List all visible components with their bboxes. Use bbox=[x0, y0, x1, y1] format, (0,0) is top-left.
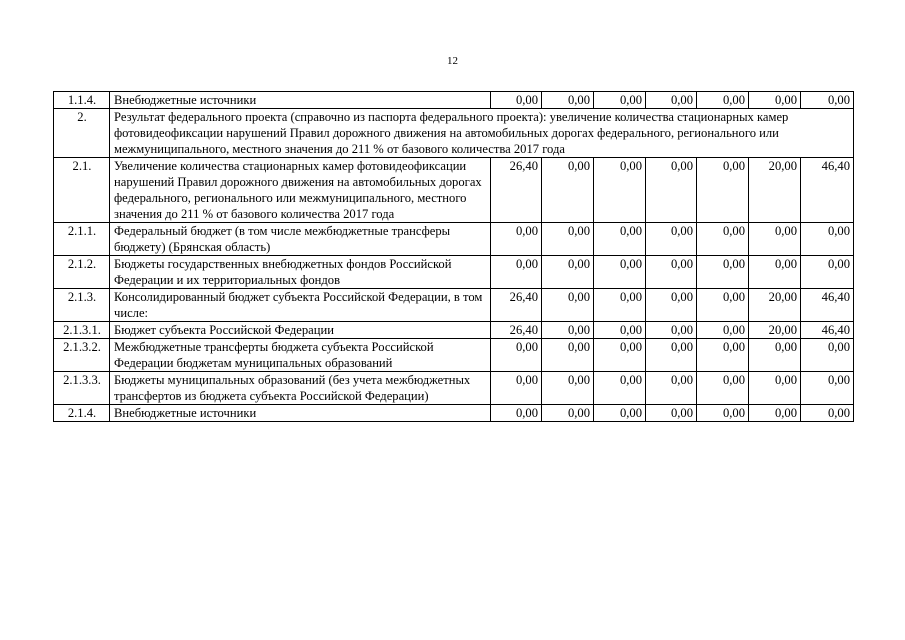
value-cell: 0,00 bbox=[749, 339, 801, 372]
value-cell: 0,00 bbox=[646, 223, 697, 256]
value-cell: 0,00 bbox=[646, 322, 697, 339]
row-code: 2.1. bbox=[54, 158, 110, 223]
value-cell: 0,00 bbox=[491, 92, 542, 109]
value-cell: 0,00 bbox=[491, 223, 542, 256]
value-cell: 0,00 bbox=[594, 158, 646, 223]
value-cell: 0,00 bbox=[542, 339, 594, 372]
value-cell: 0,00 bbox=[542, 256, 594, 289]
value-cell: 0,00 bbox=[646, 289, 697, 322]
value-cell: 0,00 bbox=[749, 405, 801, 422]
page-number: 12 bbox=[447, 55, 458, 67]
value-cell: 0,00 bbox=[646, 405, 697, 422]
row-name: Бюджеты муниципальных образований (без учета межбюджетных трансфертов из бюджета субъекта Российской Федерации) bbox=[110, 372, 491, 405]
row-code: 2.1.3.3. bbox=[54, 372, 110, 405]
value-cell: 0,00 bbox=[542, 92, 594, 109]
row-name: Межбюджетные трансферты бюджета субъекта Российской Федерации бюджетам муниципальных образований bbox=[110, 339, 491, 372]
value-cell: 20,00 bbox=[749, 289, 801, 322]
value-cell: 0,00 bbox=[542, 289, 594, 322]
row-name: Внебюджетные источники bbox=[110, 92, 491, 109]
value-cell: 0,00 bbox=[697, 256, 749, 289]
table-row bbox=[54, 109, 854, 158]
value-cell: 0,00 bbox=[491, 256, 542, 289]
value-cell: 0,00 bbox=[801, 339, 854, 372]
table-row bbox=[54, 405, 854, 422]
value-cell: 0,00 bbox=[594, 223, 646, 256]
value-cell: 0,00 bbox=[697, 372, 749, 405]
row-code: 2. bbox=[54, 109, 110, 158]
value-cell: 0,00 bbox=[542, 322, 594, 339]
value-cell: 0,00 bbox=[801, 92, 854, 109]
row-code: 1.1.4. bbox=[54, 92, 110, 109]
value-cell: 0,00 bbox=[646, 339, 697, 372]
value-cell: 0,00 bbox=[491, 405, 542, 422]
table-row bbox=[54, 92, 854, 109]
row-code: 2.1.4. bbox=[54, 405, 110, 422]
value-cell: 20,00 bbox=[749, 322, 801, 339]
value-cell: 0,00 bbox=[542, 372, 594, 405]
budget-table-body bbox=[54, 92, 854, 422]
value-cell: 0,00 bbox=[594, 256, 646, 289]
value-cell: 0,00 bbox=[542, 405, 594, 422]
row-code: 2.1.3.2. bbox=[54, 339, 110, 372]
table-row bbox=[54, 322, 854, 339]
row-name: Увеличение количества стационарных камер фотовидеофиксации нарушений Правил дорожного движения на автомобильных дорогах федерального, регионального или межмуниципального, местного значения до 211 % от базового количества 2017 года bbox=[110, 158, 491, 223]
value-cell: 0,00 bbox=[697, 405, 749, 422]
value-cell: 0,00 bbox=[491, 339, 542, 372]
value-cell: 0,00 bbox=[697, 322, 749, 339]
table-row bbox=[54, 289, 854, 322]
row-name: Бюджет субъекта Российской Федерации bbox=[110, 322, 491, 339]
value-cell: 0,00 bbox=[801, 372, 854, 405]
value-cell: 0,00 bbox=[594, 92, 646, 109]
value-cell: 0,00 bbox=[697, 158, 749, 223]
row-name: Федеральный бюджет (в том числе межбюджетные трансферы бюджету) (Брянская область) bbox=[110, 223, 491, 256]
value-cell: 0,00 bbox=[542, 223, 594, 256]
row-name: Внебюджетные источники bbox=[110, 405, 491, 422]
value-cell: 0,00 bbox=[594, 289, 646, 322]
value-cell: 26,40 bbox=[491, 289, 542, 322]
table-row bbox=[54, 372, 854, 405]
value-cell: 0,00 bbox=[594, 372, 646, 405]
value-cell: 0,00 bbox=[749, 92, 801, 109]
result-description: Результат федерального проекта (справочно из паспорта федерального проекта): увеличение количества стационарных камер фотовидеофиксации нарушений Правил дорожного движения на автомобильных дорогах федерального, регионального или межмуниципального, местного значения до 211 % от базового количества 2017 года bbox=[110, 109, 854, 158]
value-cell: 0,00 bbox=[697, 92, 749, 109]
row-name: Бюджеты государственных внебюджетных фондов Российской Федерации и их территориальных фондов bbox=[110, 256, 491, 289]
value-cell: 0,00 bbox=[749, 256, 801, 289]
value-cell: 26,40 bbox=[491, 322, 542, 339]
value-cell: 26,40 bbox=[491, 158, 542, 223]
budget-table bbox=[53, 91, 854, 422]
table-row bbox=[54, 339, 854, 372]
value-cell: 0,00 bbox=[749, 223, 801, 256]
table-row bbox=[54, 158, 854, 223]
value-cell: 0,00 bbox=[646, 372, 697, 405]
value-cell: 0,00 bbox=[594, 322, 646, 339]
value-cell: 0,00 bbox=[594, 339, 646, 372]
value-cell: 0,00 bbox=[801, 405, 854, 422]
row-code: 2.1.3.1. bbox=[54, 322, 110, 339]
value-cell: 0,00 bbox=[491, 372, 542, 405]
value-cell: 0,00 bbox=[697, 223, 749, 256]
value-cell: 0,00 bbox=[801, 256, 854, 289]
table-row bbox=[54, 256, 854, 289]
value-cell: 46,40 bbox=[801, 322, 854, 339]
value-cell: 0,00 bbox=[594, 405, 646, 422]
value-cell: 0,00 bbox=[801, 223, 854, 256]
value-cell: 0,00 bbox=[697, 289, 749, 322]
row-code: 2.1.1. bbox=[54, 223, 110, 256]
table-row bbox=[54, 223, 854, 256]
row-code: 2.1.2. bbox=[54, 256, 110, 289]
value-cell: 46,40 bbox=[801, 158, 854, 223]
value-cell: 46,40 bbox=[801, 289, 854, 322]
value-cell: 0,00 bbox=[646, 92, 697, 109]
value-cell: 0,00 bbox=[542, 158, 594, 223]
value-cell: 0,00 bbox=[646, 158, 697, 223]
value-cell: 0,00 bbox=[697, 339, 749, 372]
value-cell: 20,00 bbox=[749, 158, 801, 223]
row-name: Консолидированный бюджет субъекта Российской Федерации, в том числе: bbox=[110, 289, 491, 322]
value-cell: 0,00 bbox=[749, 372, 801, 405]
row-code: 2.1.3. bbox=[54, 289, 110, 322]
value-cell: 0,00 bbox=[646, 256, 697, 289]
